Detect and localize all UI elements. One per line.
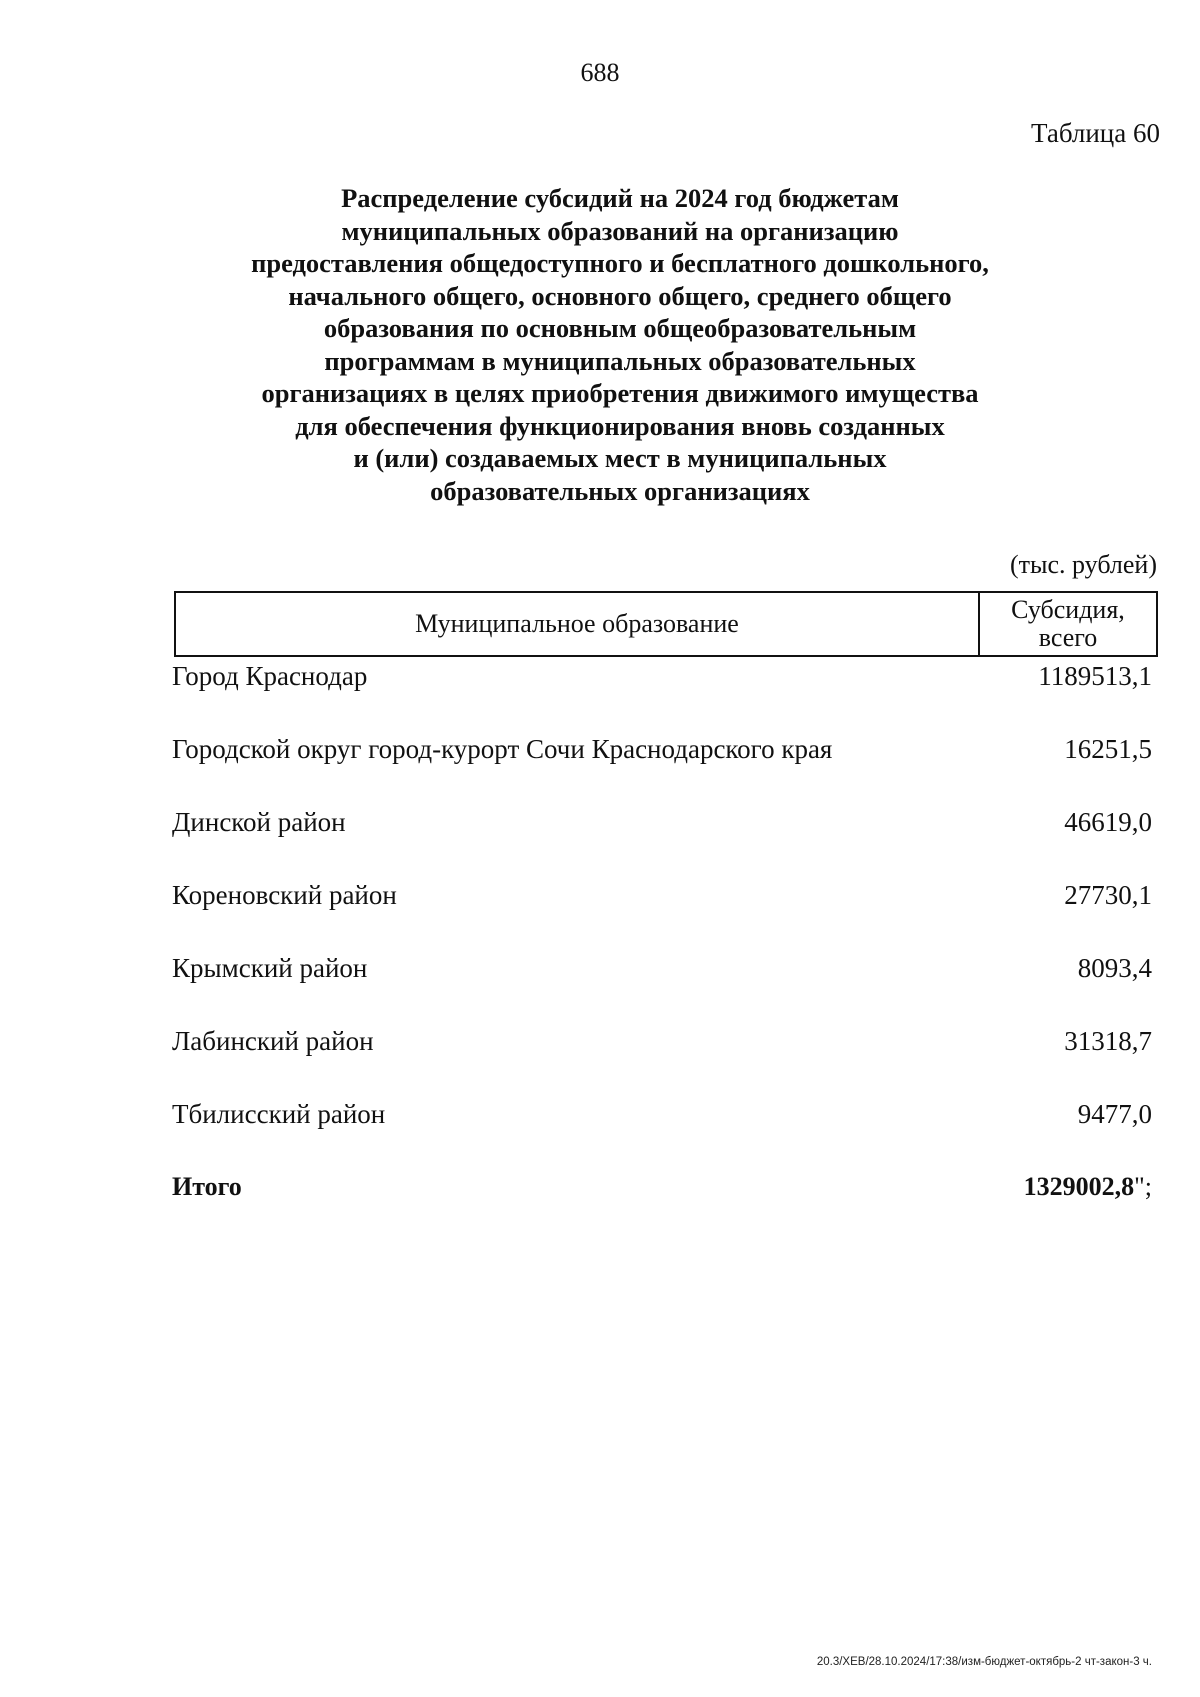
row-subsidy-value: 1189513,1 [1038, 661, 1152, 691]
header-municipality: Муниципальное образование [176, 593, 980, 655]
total-value-group [1024, 1172, 1152, 1202]
row-municipality-name: Городской округ город-курорт Сочи Краснодарского края [172, 734, 833, 764]
row-municipality-name: Тбилисский район [172, 1099, 386, 1129]
document-title: Распределение субсидий на 2024 год бюджетам муниципальных образований на организацию предоставления общедоступного и бесплатного дошкольного, начального общего, основного общего, среднего общего образования по основным общеобразовательным программам в муниципальных образовательных организациях в целях приобретения движимого имущества для обеспечения функционирования вновь созданных и (или) создаваемых мест в муниципальных образовательных организациях [251, 183, 989, 506]
row-subsidy-value: 27730,1 [1064, 880, 1152, 910]
total-value: 1329002,8 [1023, 1172, 1135, 1201]
units-label: (тыс. рублей) [1009, 550, 1157, 579]
row-municipality-name: Город Краснодар [172, 661, 368, 691]
document-footer-code: 20.3/ХЕВ/28.10.2024/17:38/изм-бюджет-октябрь-2 чт-закон-3 ч. [816, 1656, 1152, 1668]
table-header [174, 591, 1158, 657]
table-row [172, 661, 1152, 734]
total-label: Итого [172, 1172, 242, 1201]
page-number: 688 [580, 58, 620, 87]
header-subsidy: Субсидия, всего [1011, 595, 1125, 652]
total-suffix: "; [1134, 1172, 1152, 1201]
row-subsidy-value: 16251,5 [1064, 734, 1152, 764]
row-subsidy-value: 9477,0 [1077, 1099, 1152, 1129]
row-municipality-name: Лабинский район [172, 1026, 374, 1056]
row-subsidy-value: 31318,7 [1064, 1026, 1152, 1056]
total-row [172, 1172, 1152, 1245]
row-municipality-name: Динской район [172, 807, 346, 837]
table-row [172, 1099, 1152, 1172]
row-municipality-name: Кореновский район [172, 880, 397, 910]
table-row [172, 734, 1152, 807]
table-row [172, 953, 1152, 1026]
table-row [172, 880, 1152, 953]
row-subsidy-value: 8093,4 [1077, 953, 1152, 983]
row-subsidy-value: 46619,0 [1064, 807, 1152, 837]
table-row [172, 807, 1152, 880]
table-body [172, 661, 1152, 1245]
table-label: Таблица 60 [1031, 118, 1160, 148]
table-row [172, 1026, 1152, 1099]
row-municipality-name: Крымский район [172, 953, 368, 983]
